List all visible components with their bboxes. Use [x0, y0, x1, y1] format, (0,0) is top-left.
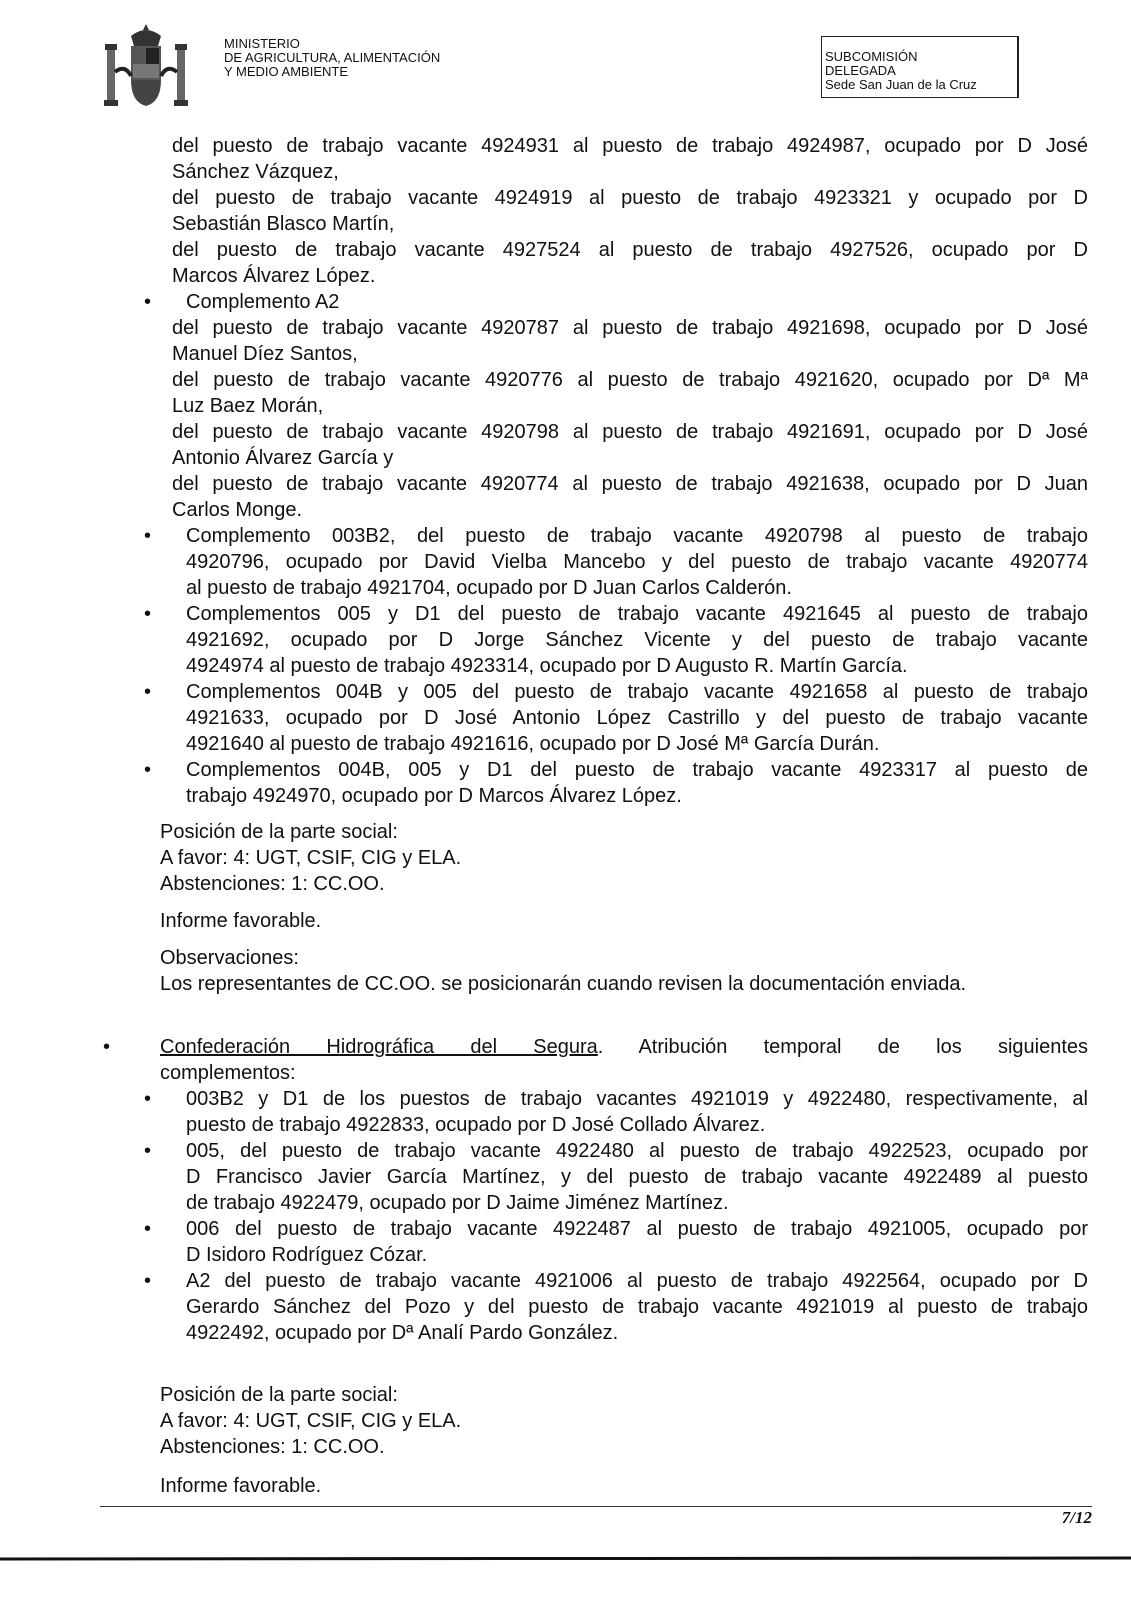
list-item: [186, 1216, 1088, 1268]
intro-text: . Atribución temporal de los siguientes: [597, 1036, 1088, 1058]
list-item: [186, 1138, 1088, 1216]
box-line: Sede San Juan de la Cruz: [825, 77, 977, 92]
box-line: SUBCOMISIÓN: [825, 49, 918, 64]
text-line: 4922492, ocupado por Dª Analí Pardo González.: [186, 1322, 619, 1344]
bullet-icon: •: [144, 603, 152, 625]
votes-favor: A favor: 4: UGT, CSIF, CIG y ELA.: [160, 1410, 462, 1432]
list-item: [186, 1086, 1088, 1138]
text-line: Sebastián Blasco Martín,: [172, 213, 395, 235]
social-position-2: [160, 1382, 1088, 1460]
continuation-paragraph: [172, 133, 1088, 289]
text-line: del puesto de trabajo vacante 4924919 al puesto de trabajo 4923321 y ocupado por D: [172, 187, 1088, 209]
text-line: Luz Baez Morán,: [172, 395, 324, 417]
bullet-icon: •: [144, 1140, 152, 1162]
ministry-name: [224, 37, 440, 79]
bullet-icon: •: [144, 1270, 152, 1292]
text-line: del puesto de trabajo vacante 4927524 al puesto de trabajo 4927526, ocupado por D: [172, 239, 1088, 261]
list-item: [186, 679, 1088, 757]
text-line: 4921640 al puesto de trabajo 4921616, ocupado por D José Mª García Durán.: [186, 733, 880, 755]
text-line: Marcos Álvarez López.: [172, 265, 376, 287]
subcommission-box: [821, 36, 1019, 98]
text-line: Carlos Monge.: [172, 499, 303, 521]
organization-name: Confederación Hidrográfica del Segura: [160, 1036, 598, 1058]
text-line: del puesto de trabajo vacante 4920776 al puesto de trabajo 4921620, ocupado por Dª Mª: [172, 369, 1088, 391]
text-line: 4921692, ocupado por D Jorge Sánchez Vicente y del puesto de trabajo vacante: [186, 629, 1088, 651]
list-item: [186, 757, 1088, 809]
text-line: Gerardo Sánchez del Pozo y del puesto de trabajo vacante 4921019 al puesto de trabajo: [186, 1296, 1088, 1318]
bullet-icon: •: [144, 1088, 152, 1110]
text-line: del puesto de trabajo vacante 4924931 al puesto de trabajo 4924987, ocupado por D José: [172, 135, 1088, 157]
text-line: de trabajo 4922479, ocupado por D Jaime Jiménez Martínez.: [186, 1192, 729, 1214]
observations-title: Observaciones:: [160, 947, 299, 969]
bullet-icon: •: [144, 525, 152, 547]
votes-abstentions: Abstenciones: 1: CC.OO.: [160, 873, 385, 895]
text-line: 4924974 al puesto de trabajo 4923314, ocupado por D Augusto R. Martín García.: [186, 655, 908, 677]
text-line: Manuel Díez Santos,: [172, 343, 358, 365]
ministry-line: DE AGRICULTURA, ALIMENTACIÓN: [224, 50, 441, 65]
text-line: del puesto de trabajo vacante 4920787 al puesto de trabajo 4921698, ocupado por D José: [172, 317, 1088, 339]
section-heading: [160, 1034, 1088, 1086]
footer-divider: [100, 1506, 1092, 1507]
page-number: 7/12: [1061, 1508, 1092, 1527]
complement-a2-list: [172, 315, 1088, 523]
position-title: Posición de la parte social:: [160, 821, 398, 843]
observations: [160, 945, 1088, 997]
text-line: puesto de trabajo 4922833, ocupado por D José Collado Álvarez.: [186, 1114, 766, 1136]
list-item: [186, 1268, 1088, 1346]
list-item: [186, 601, 1088, 679]
bullet-icon: •: [144, 759, 152, 781]
bullet-icon: •: [144, 1218, 152, 1240]
text-line: 005, del puesto de trabajo vacante 4922480 al puesto de trabajo 4922523, ocupado por: [186, 1140, 1088, 1162]
text-line: 003B2 y D1 de los puestos de trabajo vacantes 4921019 y 4922480, respectivamente, al: [186, 1088, 1088, 1110]
list-item: [186, 523, 1088, 601]
complement-a2-label: Complemento A2: [186, 291, 340, 313]
text-line: al puesto de trabajo 4921704, ocupado por D Juan Carlos Calderón.: [186, 577, 792, 599]
text-line: Complementos 004B, 005 y D1 del puesto de trabajo vacante 4923317 al puesto de: [186, 759, 1088, 781]
box-line: DELEGADA: [825, 63, 896, 78]
observations-text: Los representantes de CC.OO. se posicionarán cuando revisen la documentación enviada.: [160, 973, 967, 995]
text-line: Sánchez Vázquez,: [172, 161, 339, 183]
text-line: Complementos 004B y 005 del puesto de trabajo vacante 4921658 al puesto de trabajo: [186, 681, 1088, 703]
social-position-1: [160, 819, 1088, 897]
bullet-icon: •: [144, 291, 152, 313]
text-line: Complementos 005 y D1 del puesto de trabajo vacante 4921645 al puesto de trabajo: [186, 603, 1088, 625]
text-line: D Isidoro Rodríguez Cózar.: [186, 1244, 428, 1266]
text-line: [160, 1034, 1088, 1060]
bullet-icon: •: [103, 1036, 111, 1058]
coat-of-arms-logo: [101, 22, 191, 110]
text-line: 4921633, ocupado por D José Antonio López Castrillo y del puesto de trabajo vacante: [186, 707, 1088, 729]
text-line: 4920796, ocupado por David Vielba Mancebo y del puesto de trabajo vacante 4920774: [186, 551, 1088, 573]
report-result: Informe favorable.: [160, 1475, 322, 1497]
ministry-line: MINISTERIO: [224, 36, 300, 51]
ministry-line: Y MEDIO AMBIENTE: [224, 64, 349, 79]
text-line: Antonio Álvarez García y: [172, 447, 394, 469]
votes-abstentions: Abstenciones: 1: CC.OO.: [160, 1436, 385, 1458]
bullet-icon: •: [144, 681, 152, 703]
text-line: 006 del puesto de trabajo vacante 4922487 al puesto de trabajo 4921005, ocupado por: [186, 1218, 1088, 1240]
text-line: complementos:: [160, 1062, 296, 1084]
text-line: D Francisco Javier García Martínez, y del puesto de trabajo vacante 4922489 al puesto: [186, 1166, 1088, 1188]
report-result: Informe favorable.: [160, 910, 322, 932]
text-line: Complemento 003B2, del puesto de trabajo vacante 4920798 al puesto de trabajo: [186, 525, 1088, 547]
text-line: del puesto de trabajo vacante 4920798 al puesto de trabajo 4921691, ocupado por D José: [172, 421, 1088, 443]
text-line: trabajo 4924970, ocupado por D Marcos Álvarez López.: [186, 785, 682, 807]
votes-favor: A favor: 4: UGT, CSIF, CIG y ELA.: [160, 847, 462, 869]
text-line: A2 del puesto de trabajo vacante 4921006 al puesto de trabajo 4922564, ocupado por D: [186, 1270, 1088, 1292]
text-line: del puesto de trabajo vacante 4920774 al puesto de trabajo 4921638, ocupado por D Juan: [172, 473, 1088, 495]
page-edge-line: [0, 1557, 1131, 1561]
position-title: Posición de la parte social:: [160, 1384, 398, 1406]
